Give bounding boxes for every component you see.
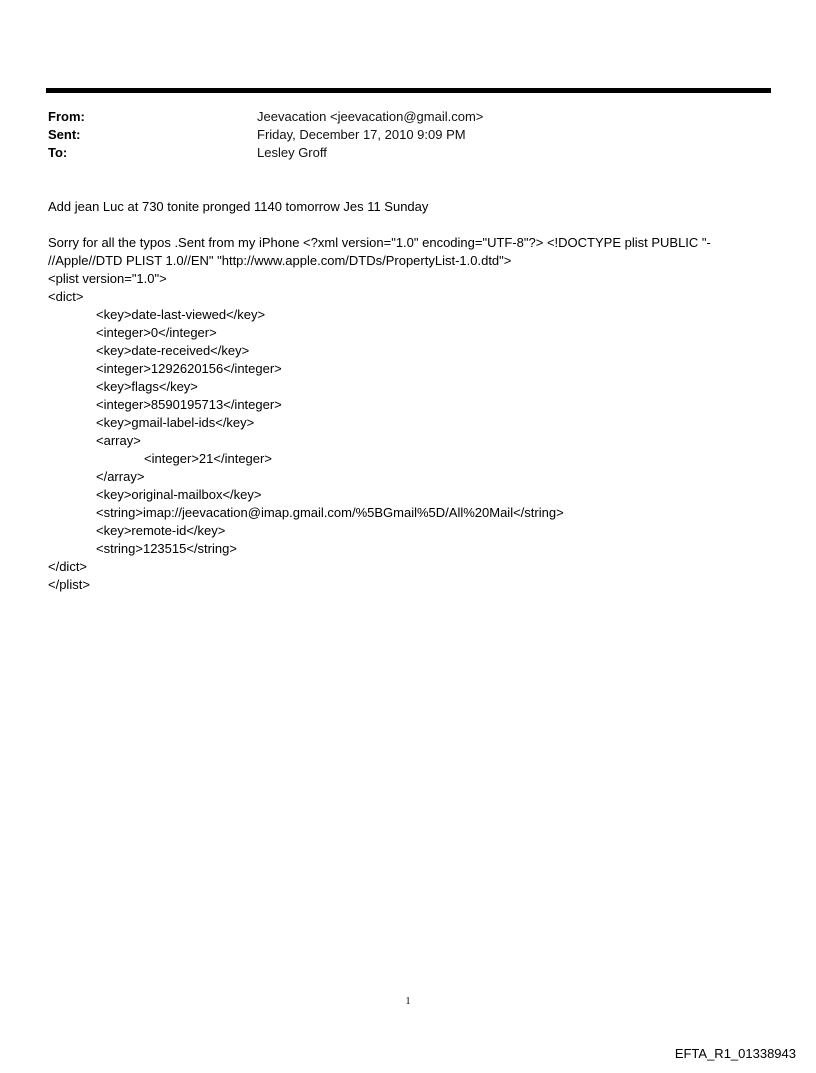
body-line: <integer>1292620156</integer> <box>96 361 282 376</box>
body-line: Sorry for all the typos .Sent from my iPhone <?xml version="1.0" encoding="UTF-8"?> <!DOCTYPE plist PUBLIC "- <box>48 235 711 250</box>
body-line: <dict> <box>48 289 84 304</box>
from-row <box>48 108 748 126</box>
sent-row <box>48 126 748 144</box>
body-line: Add jean Luc at 730 tonite pronged 1140 tomorrow Jes 11 Sunday <box>48 199 429 214</box>
body-line: <plist version="1.0"> <box>48 271 167 286</box>
body-line: <string>123515</string> <box>96 541 237 556</box>
body-line: <key>date-received</key> <box>96 343 250 358</box>
body-line: <string>imap://jeevacation@imap.gmail.com/%5BGmail%5D/All%20Mail</string> <box>96 505 564 520</box>
body-line: <key>original-mailbox</key> <box>96 487 262 502</box>
body-line: </plist> <box>48 577 90 592</box>
body-line: <integer>8590195713</integer> <box>96 397 282 412</box>
to-row <box>48 144 748 162</box>
header-rule <box>46 88 771 93</box>
body-line: <key>date-last-viewed</key> <box>96 307 266 322</box>
body-line: </dict> <box>48 559 88 574</box>
body-line: </array> <box>96 469 145 484</box>
body-line: <integer>21</integer> <box>144 451 272 466</box>
document-id: EFTA_R1_01338943 <box>674 1046 796 1061</box>
to-label: To: <box>48 145 68 160</box>
sent-label: Sent: <box>48 127 81 142</box>
to-value: Lesley Groff <box>257 145 327 160</box>
sent-value: Friday, December 17, 2010 9:09 PM <box>257 127 466 142</box>
from-label: From: <box>48 109 85 124</box>
from-value: Jeevacation <jeevacation@gmail.com> <box>257 109 484 124</box>
body-line: <key>remote-id</key> <box>96 523 226 538</box>
page-number: 1 <box>405 996 411 1007</box>
body-line: //Apple//DTD PLIST 1.0//EN" "http://www.apple.com/DTDs/PropertyList-1.0.dtd"> <box>48 253 512 268</box>
body-line: <key>gmail-label-ids</key> <box>96 415 255 430</box>
body-line: <key>flags</key> <box>96 379 198 394</box>
body-line: <integer>0</integer> <box>96 325 217 340</box>
body-line: <array> <box>96 433 141 448</box>
